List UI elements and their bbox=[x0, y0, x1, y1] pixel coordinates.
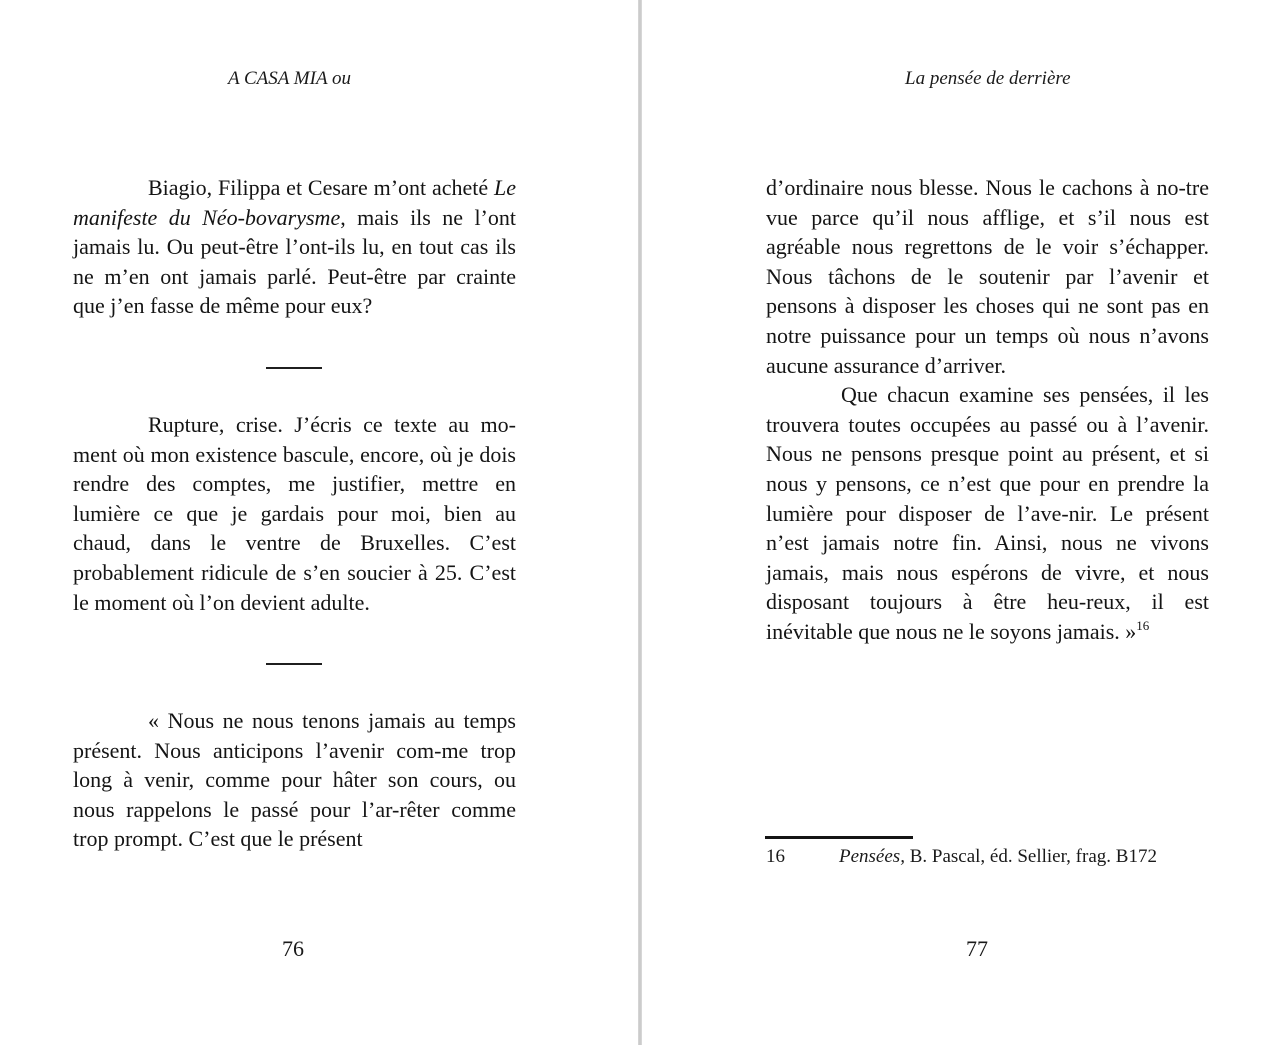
left-paragraph-1 bbox=[73, 173, 516, 321]
footnote-number: 16 bbox=[766, 846, 785, 867]
book-title-italic: Le manifeste du Néo-bovarysme bbox=[73, 175, 516, 230]
footnote bbox=[766, 846, 1157, 868]
running-head-right: La pensée de derrière bbox=[905, 68, 1071, 89]
section-separator-2 bbox=[266, 663, 322, 665]
page-number-left: 76 bbox=[282, 936, 304, 961]
left-page bbox=[0, 0, 638, 1045]
right-paragraph-1: d’ordinaire nous blesse. Nous le cachons à no-tre vue parce qu’il nous afflige, et s’il nous est agréable nous regrettons de le voir s’échapper. Nous tâchons de le soutenir par l’avenir et pensons à disposer les choses qui ne sont pas en notre puissance pour un temps où nous n’avons aucune assurance d’arriver. bbox=[766, 175, 1209, 378]
left-paragraph-2-text: Rupture, crise. J’écris ce texte au mo-ment où mon existence bascule, encore, où je dois rendre des comptes, me justifier, mettre en lumière ce que je gardais pour moi, bien au chaud, dans le ventre de Bruxelles. C’est probablement ridicule de s’en soucier à 25. C’est le moment où l’on devient adulte. bbox=[73, 412, 516, 615]
running-head-left: A CASA MIA ou bbox=[228, 68, 351, 89]
footnote-rule bbox=[765, 836, 913, 839]
left-paragraph-2 bbox=[73, 410, 516, 617]
left-paragraph-3 bbox=[73, 706, 516, 854]
right-text bbox=[766, 173, 1209, 647]
section-separator-1 bbox=[266, 367, 322, 369]
right-page bbox=[642, 0, 1280, 1045]
right-paragraph-2: Que chacun examine ses pensées, il les trouvera toutes occupées au passé ou à l’avenir. Nous ne pensons presque point au présent, et si nous y pensons, ce n’est que pour en prendre la lumière pour disposer de l’ave-nir. Le présent n’est jamais notre fin. Ainsi, nous ne vivons jamais, mais nous espérons de vivre, et nous disposant toujours à être heu-reux, il est inévitable que nous ne le soyons jamais. » bbox=[766, 382, 1209, 644]
page-number-right: 77 bbox=[966, 936, 988, 961]
left-paragraph-1-end: , mais ils ne l’ont jamais lu. Ou peut-être l’ont-ils lu, en tout cas ils ne m’en ont jamais parlé. Peut-être par crainte que j’en fasse de même pour eux? bbox=[73, 204, 516, 319]
footnote-marker: 16 bbox=[1136, 617, 1150, 633]
footnote-citation: B. Pascal, éd. Sellier, frag. B172 bbox=[904, 846, 1157, 867]
left-paragraph-1-start: Biagio, Filippa et Cesare m’ont acheté bbox=[148, 175, 489, 200]
footnote-title-italic: Pensées, bbox=[839, 846, 905, 867]
left-paragraph-3-text: « Nous ne nous tenons jamais au temps présent. Nous anticipons l’avenir com-me trop long à venir, comme pour hâter son cours, ou nous rappelons le passé pour l’ar-rêter comme trop prompt. C’est que le présent bbox=[73, 708, 516, 852]
